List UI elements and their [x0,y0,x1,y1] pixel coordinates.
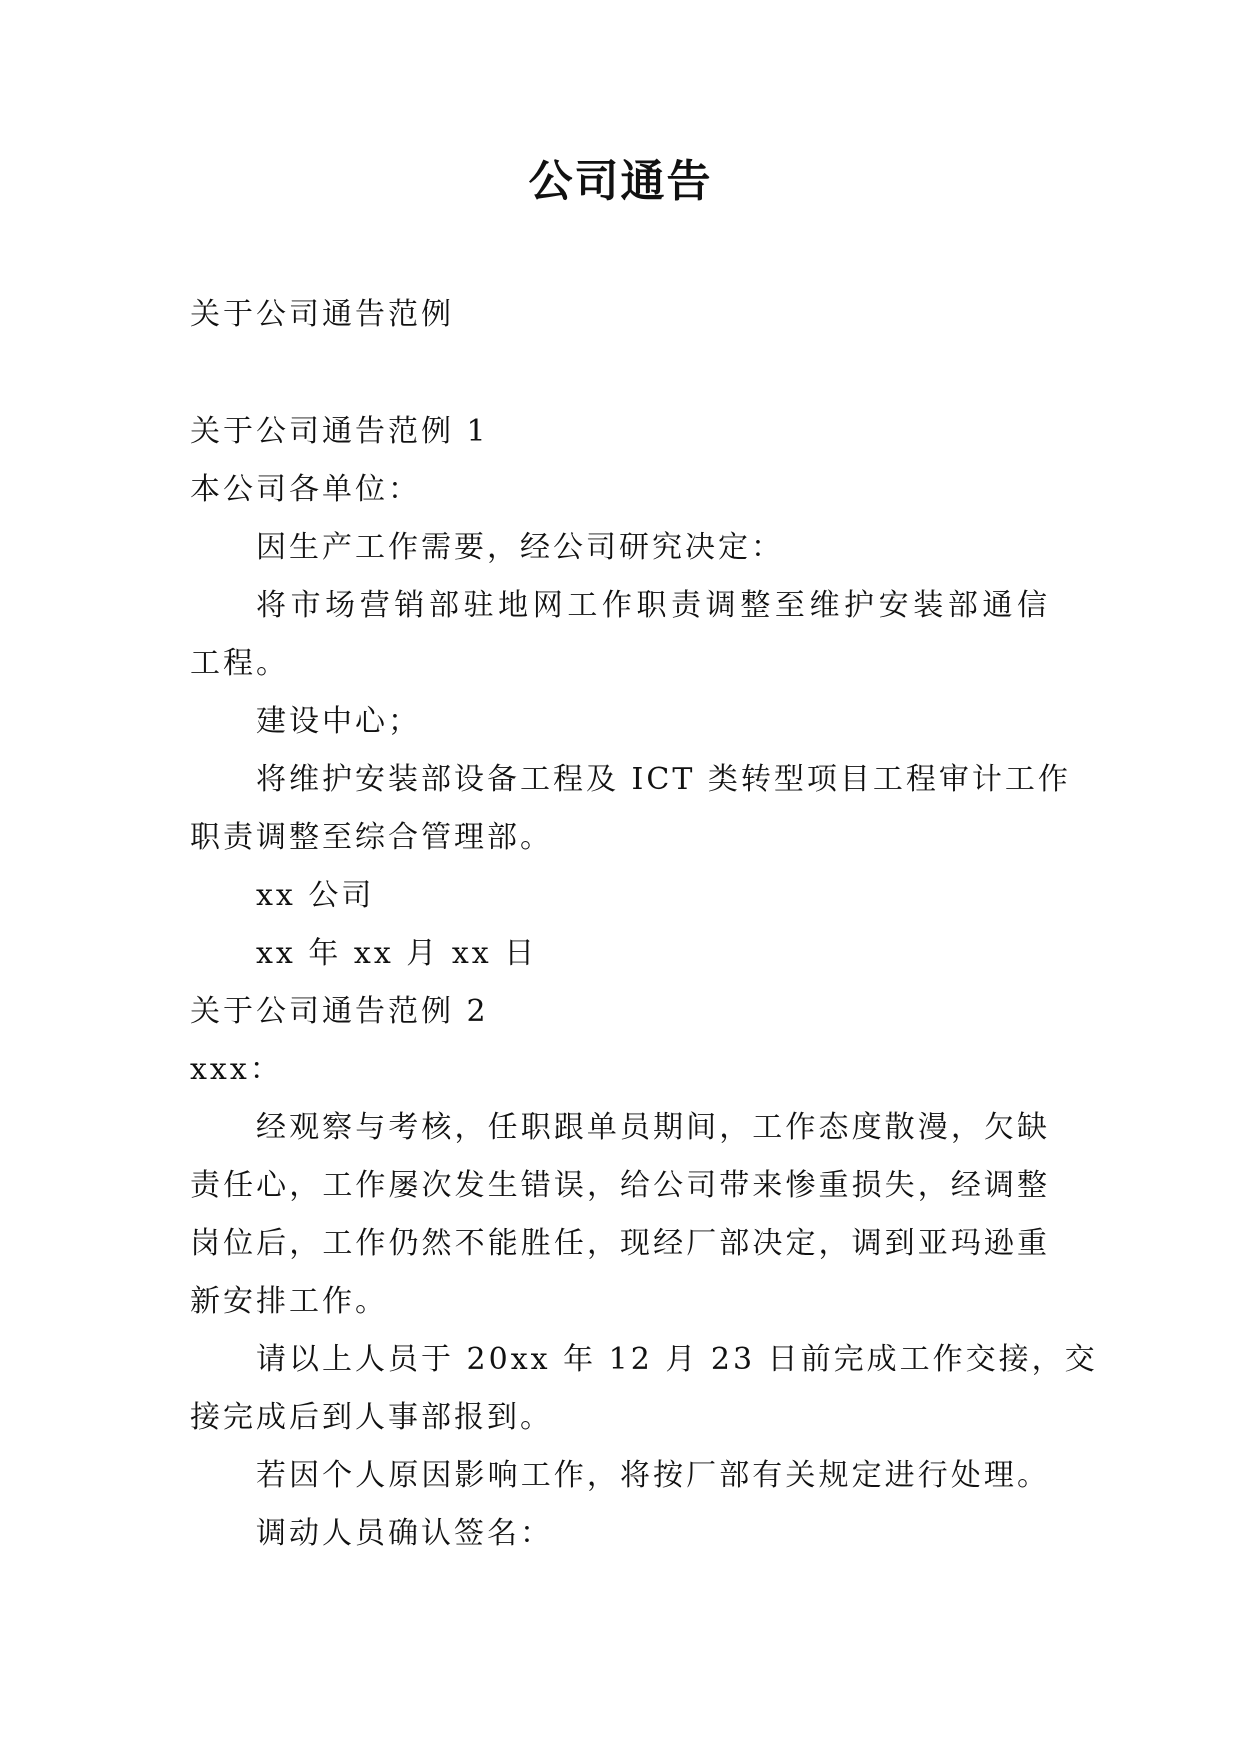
example2-paragraph: 若因个人原因影响工作，将按厂部有关规定进行处理。 [256,1458,1050,1493]
example2-paragraph: 岗位后，工作仍然不能胜任，现经厂部决定，调到亚玛逊重 [190,1226,1050,1261]
example1-signature: xx 公司 [256,878,375,913]
example2-paragraph: 经观察与考核，任职跟单员期间，工作态度散漫，欠缺 [256,1110,1050,1145]
document-subtitle: 关于公司通告范例 [190,297,454,332]
example1-heading: 关于公司通告范例 1 [190,414,489,449]
example2-paragraph: 新安排工作。 [190,1284,388,1319]
example2-paragraph: 责任心，工作屡次发生错误，给公司带来惨重损失，经调整 [190,1168,1050,1203]
example1-salutation: 本公司各单位： [190,472,421,507]
example1-paragraph: 将市场营销部驻地网工作职责调整至维护安装部通信 [256,588,1050,623]
example1-date: xx 年 xx 月 xx 日 [256,936,538,971]
example2-paragraph: 请以上人员于 20xx 年 12 月 23 日前完成工作交接，交 [256,1342,1098,1377]
example2-heading: 关于公司通告范例 2 [190,994,489,1029]
example1-paragraph: 将维护安装部设备工程及 ICT 类转型项目工程审计工作 [256,762,1071,797]
example2-paragraph: 调动人员确认签名： [256,1516,553,1551]
example1-paragraph: 职责调整至综合管理部。 [190,820,553,855]
example1-paragraph: 因生产工作需要，经公司研究决定： [256,530,784,565]
example1-paragraph: 工程。 [190,646,289,681]
example1-paragraph: 建设中心； [256,704,421,739]
document-title: 公司通告 [528,156,713,207]
example2-paragraph: 接完成后到人事部报到。 [190,1400,553,1435]
example2-salutation: xxx： [190,1052,283,1087]
